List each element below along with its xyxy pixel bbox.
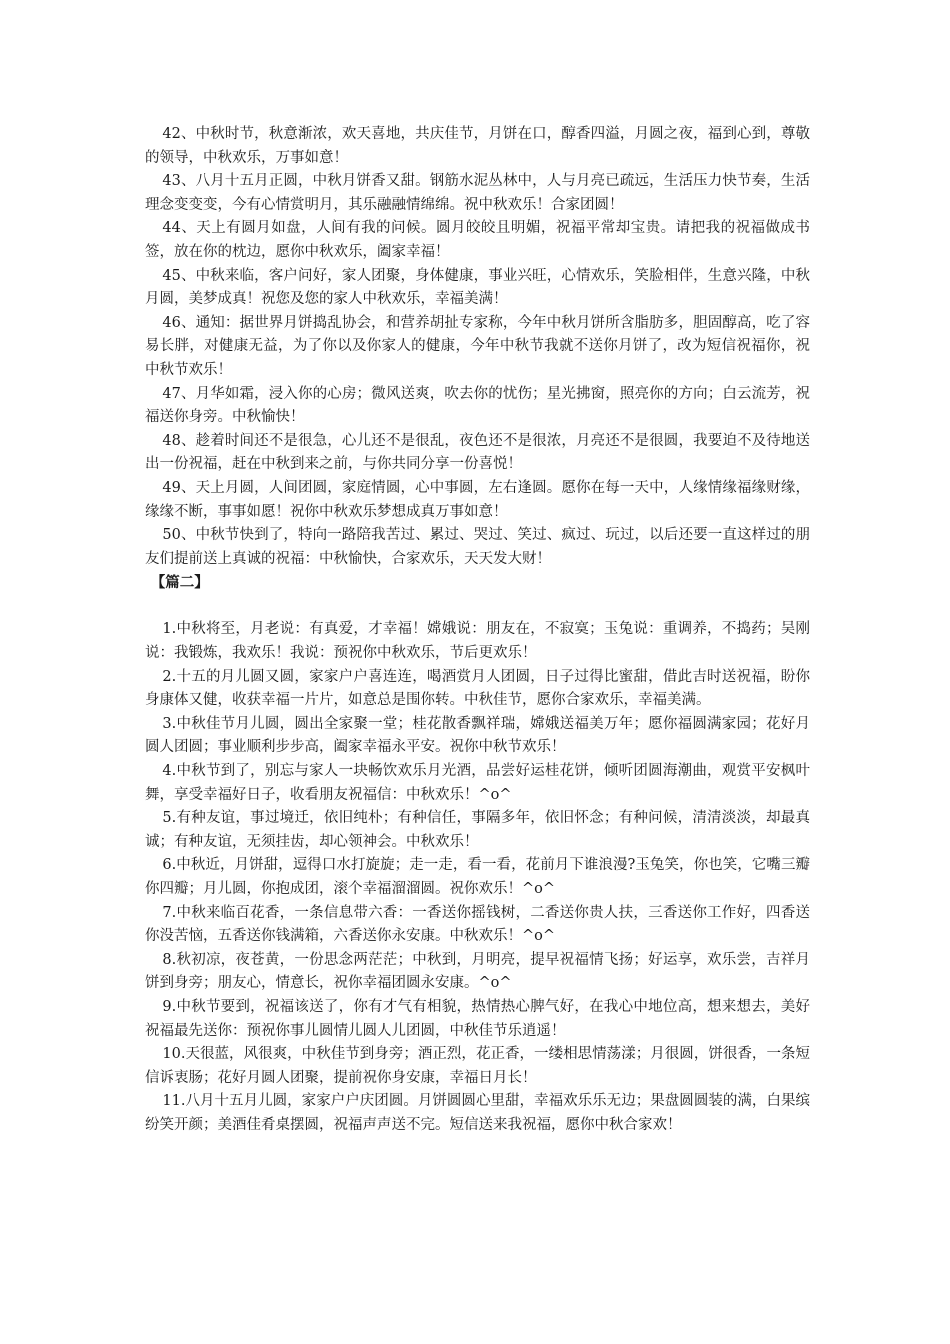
blessing-item-42: 42、中秋时节，秋意渐浓，欢天喜地，共庆佳节，月饼在口，醇香四溢，月圆之夜，福到心到，尊敬的领导，中秋欢乐，万事如意！	[145, 126, 810, 166]
blessing-item-2: 2.十五的月儿圆又圆，家家户户喜连连，喝酒赏月人团圆，日子过得比蜜甜，借此吉时送祝福，盼你身康体又健，收获幸福一片片，如意总是围你转。中秋佳节，愿你合家欢乐，幸福美满。	[145, 668, 810, 709]
blessing-item-49: 49、天上月圆，人间团圆，家庭情圆，心中事圆，左右逢圆。愿你在每一天中，人缘情缘福缘财缘，缘缘不断，事事如愿！祝你中秋欢乐梦想成真万事如意！	[145, 479, 810, 520]
blessing-item-43: 43、八月十五月正圆，中秋月饼香又甜。钢筋水泥丛林中，人与月亮已疏远，生活压力快节奏，生活理念变变变，今有心情赏明月，其乐融融情绵绵。祝中秋欢乐！合家团圆！	[145, 173, 810, 213]
blessing-item-48: 48、趁着时间还不是很急，心儿还不是很乱，夜色还不是很浓，月亮还不是很圆，我要迫不及待地送出一份祝福，赶在中秋到来之前，与你共同分享一份喜悦！	[145, 432, 810, 473]
blessing-item-45: 45、中秋来临，客户问好，家人团聚，身体健康，事业兴旺，心情欢乐，笑脸相伴，生意兴隆，中秋月圆，美梦成真！祝您及您的家人中秋欢乐，幸福美满！	[145, 267, 810, 308]
section-spacer	[145, 595, 810, 619]
blessing-item-47: 47、月华如霜，浸入你的心房；微风送爽，吹去你的忧伤；星光拂窗，照亮你的方向；白云流芳，祝福送你身旁。中秋愉快！	[145, 385, 810, 426]
document-body	[145, 123, 810, 1138]
blessing-item-10: 10.天很蓝，风很爽，中秋佳节到身旁；酒正烈，花正香，一缕相思情荡漾；月很圆，饼很香，一条短信诉衷肠；花好月圆人团聚，提前祝你身安康，幸福日月长！	[145, 1046, 810, 1086]
blessing-item-3: 3.中秋佳节月儿圆，圆出全家聚一堂；桂花散香飘祥瑞，嫦娥送福美万年；愿你福圆满家园；花好月圆人团圆；事业顺利步步高，阖家幸福永平安。祝你中秋节欢乐！	[145, 715, 810, 756]
section-heading: 【篇二】	[150, 574, 209, 592]
blessing-item-46: 46、通知：据世界月饼捣乱协会，和营养胡扯专家称，今年中秋月饼所含脂肪多，胆固醇高，吃了容易长胖，对健康无益，为了你以及你家人的健康，今年中秋节我就不送你月饼了，改为短信祝福你，祝中秋节欢乐！	[145, 314, 810, 378]
blessing-item-11: 11.八月十五月儿圆，家家户户庆团圆。月饼圆圆心里甜，幸福欢乐乐无边；果盘圆圆装的满，白果缤纷笑开颜；美酒佳肴桌摆圆，祝福声声送不完。短信送来我祝福，愿你中秋合家欢！	[145, 1093, 810, 1133]
blessing-item-5: 5.有种友谊，事过境迁，依旧纯朴；有种信任，事隔多年，依旧怀念；有种问候，清清淡淡，却最真诚；有种友谊，无须挂齿，却心领神会。中秋欢乐！	[145, 810, 810, 850]
blessing-item-8: 8.秋初凉，夜苍黄，一份思念两茫茫；中秋到，月明亮，提早祝福情飞扬；好运享，欢乐尝，吉祥月饼到身旁；朋友心，情意长，祝你幸福团圆永安康。^o^	[145, 951, 810, 992]
blessing-item-7: 7.中秋来临百花香，一条信息带六香：一香送你摇钱树，二香送你贵人扶，三香送你工作好，四香送你没苦恼，五香送你钱满箱，六香送你永安康。中秋欢乐！^o^	[145, 904, 810, 945]
blessing-item-6: 6.中秋近，月饼甜，逗得口水打旋旋；走一走，看一看，花前月下谁浪漫?玉兔笑，你也笑，它嘴三瓣你四瓣；月儿圆，你抱成团，滚个幸福溜溜圆。祝你欢乐！^o^	[145, 857, 810, 897]
blessing-item-44: 44、天上有圆月如盘，人间有我的问候。圆月皎皎且明媚，祝福平常却宝贵。请把我的祝福做成书签，放在你的枕边，愿你中秋欢乐，阖家幸福！	[145, 220, 810, 260]
blessing-item-9: 9.中秋节要到，祝福该送了，你有才气有相貌，热情热心脾气好，在我心中地位高，想来想去，美好祝福最先送你：预祝你事儿圆情儿圆人儿团圆，中秋佳节乐逍遥！	[145, 998, 810, 1039]
blessing-item-50: 50、中秋节快到了，特向一路陪我苦过、累过、哭过、笑过、疯过、玩过，以后还要一直这样过的朋友们提前送上真诚的祝福：中秋愉快，合家欢乐，天天发大财！	[145, 527, 810, 567]
blessing-item-4: 4.中秋节到了，别忘与家人一块畅饮欢乐月光酒，品尝好运桂花饼，倾听团圆海潮曲，观赏平安枫叶舞，享受幸福好日子，收看朋友祝福信：中秋欢乐！^o^	[145, 763, 810, 803]
blessing-item-1: 1.中秋将至，月老说：有真爱，才幸福！嫦娥说：朋友在，不寂寞；玉兔说：重调养，不捣药；吴刚说：我锻炼，我欢乐！我说：预祝你中秋欢乐，节后更欢乐！	[145, 621, 810, 662]
